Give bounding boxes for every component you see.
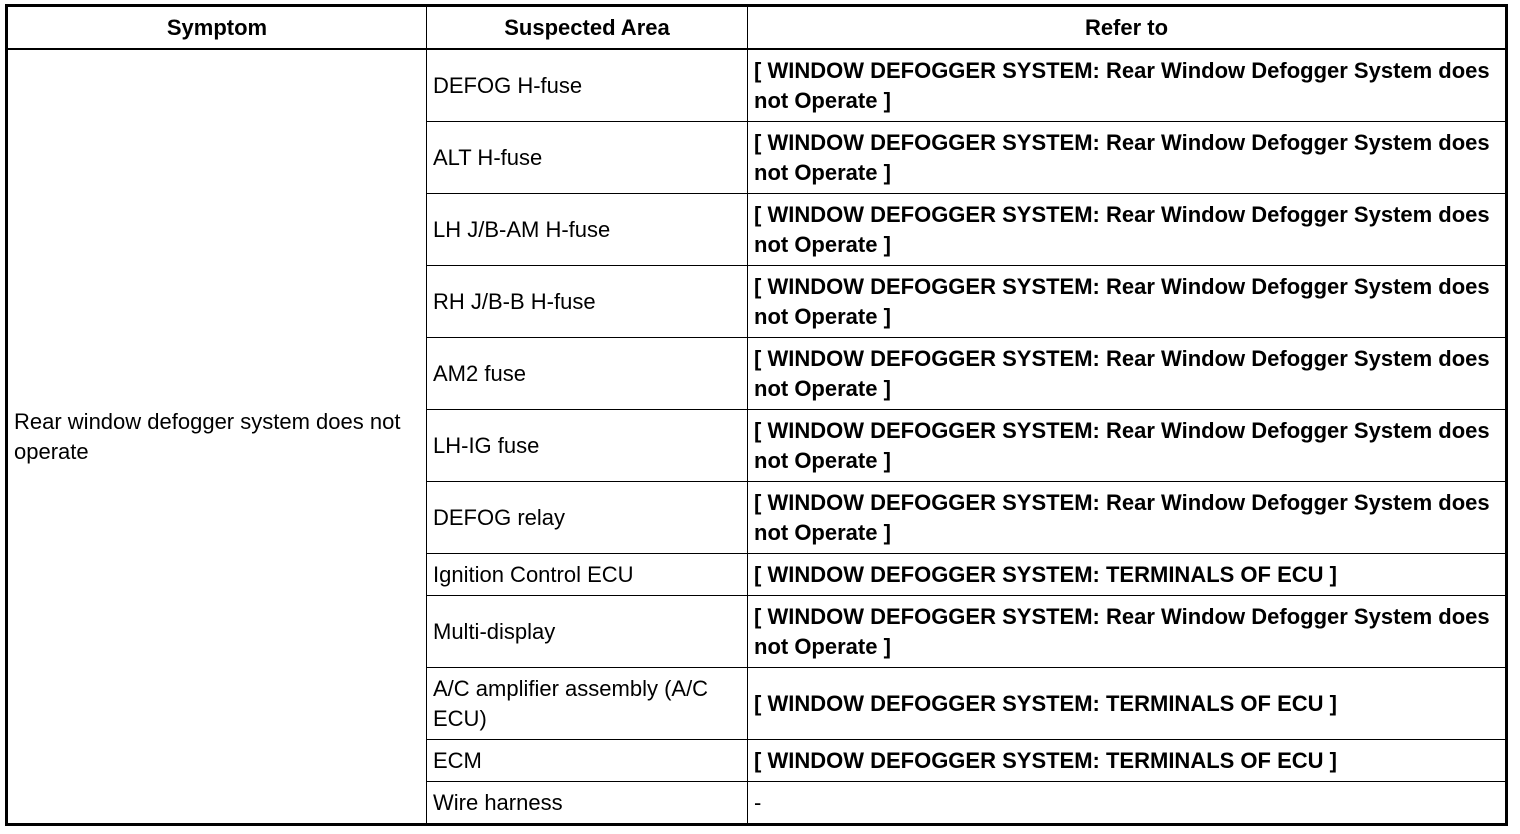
refer-link[interactable]: [ WINDOW DEFOGGER SYSTEM: TERMINALS OF ECU ] (748, 554, 1507, 596)
refer-link[interactable]: [ WINDOW DEFOGGER SYSTEM: Rear Window Defogger System does not Operate ] (748, 338, 1507, 410)
refer-cell: - (748, 782, 1507, 825)
header-refer-to: Refer to (748, 6, 1507, 50)
header-suspected-area: Suspected Area (427, 6, 748, 50)
suspected-area-cell: Wire harness (427, 782, 748, 825)
suspected-area-cell: LH-IG fuse (427, 410, 748, 482)
refer-link[interactable]: [ WINDOW DEFOGGER SYSTEM: Rear Window Defogger System does not Operate ] (748, 49, 1507, 122)
refer-link[interactable]: [ WINDOW DEFOGGER SYSTEM: TERMINALS OF ECU ] (748, 668, 1507, 740)
refer-link[interactable]: [ WINDOW DEFOGGER SYSTEM: Rear Window Defogger System does not Operate ] (748, 482, 1507, 554)
refer-link[interactable]: [ WINDOW DEFOGGER SYSTEM: Rear Window Defogger System does not Operate ] (748, 122, 1507, 194)
table-row (7, 49, 1507, 122)
troubleshooting-table (5, 4, 1508, 826)
suspected-area-cell: Multi-display (427, 596, 748, 668)
refer-link[interactable]: [ WINDOW DEFOGGER SYSTEM: Rear Window Defogger System does not Operate ] (748, 194, 1507, 266)
suspected-area-cell: ALT H-fuse (427, 122, 748, 194)
suspected-area-cell: DEFOG H-fuse (427, 49, 748, 122)
suspected-area-cell: ECM (427, 740, 748, 782)
symptom-cell: Rear window defogger system does not operate (7, 49, 427, 825)
suspected-area-cell: AM2 fuse (427, 338, 748, 410)
header-row (7, 6, 1507, 50)
header-symptom: Symptom (7, 6, 427, 50)
suspected-area-cell: LH J/B-AM H-fuse (427, 194, 748, 266)
suspected-area-cell: Ignition Control ECU (427, 554, 748, 596)
suspected-area-cell: RH J/B-B H-fuse (427, 266, 748, 338)
suspected-area-cell: DEFOG relay (427, 482, 748, 554)
refer-link[interactable]: [ WINDOW DEFOGGER SYSTEM: Rear Window Defogger System does not Operate ] (748, 410, 1507, 482)
refer-link[interactable]: [ WINDOW DEFOGGER SYSTEM: Rear Window Defogger System does not Operate ] (748, 266, 1507, 338)
suspected-area-cell: A/C amplifier assembly (A/C ECU) (427, 668, 748, 740)
refer-link[interactable]: [ WINDOW DEFOGGER SYSTEM: TERMINALS OF ECU ] (748, 740, 1507, 782)
refer-link[interactable]: [ WINDOW DEFOGGER SYSTEM: Rear Window Defogger System does not Operate ] (748, 596, 1507, 668)
